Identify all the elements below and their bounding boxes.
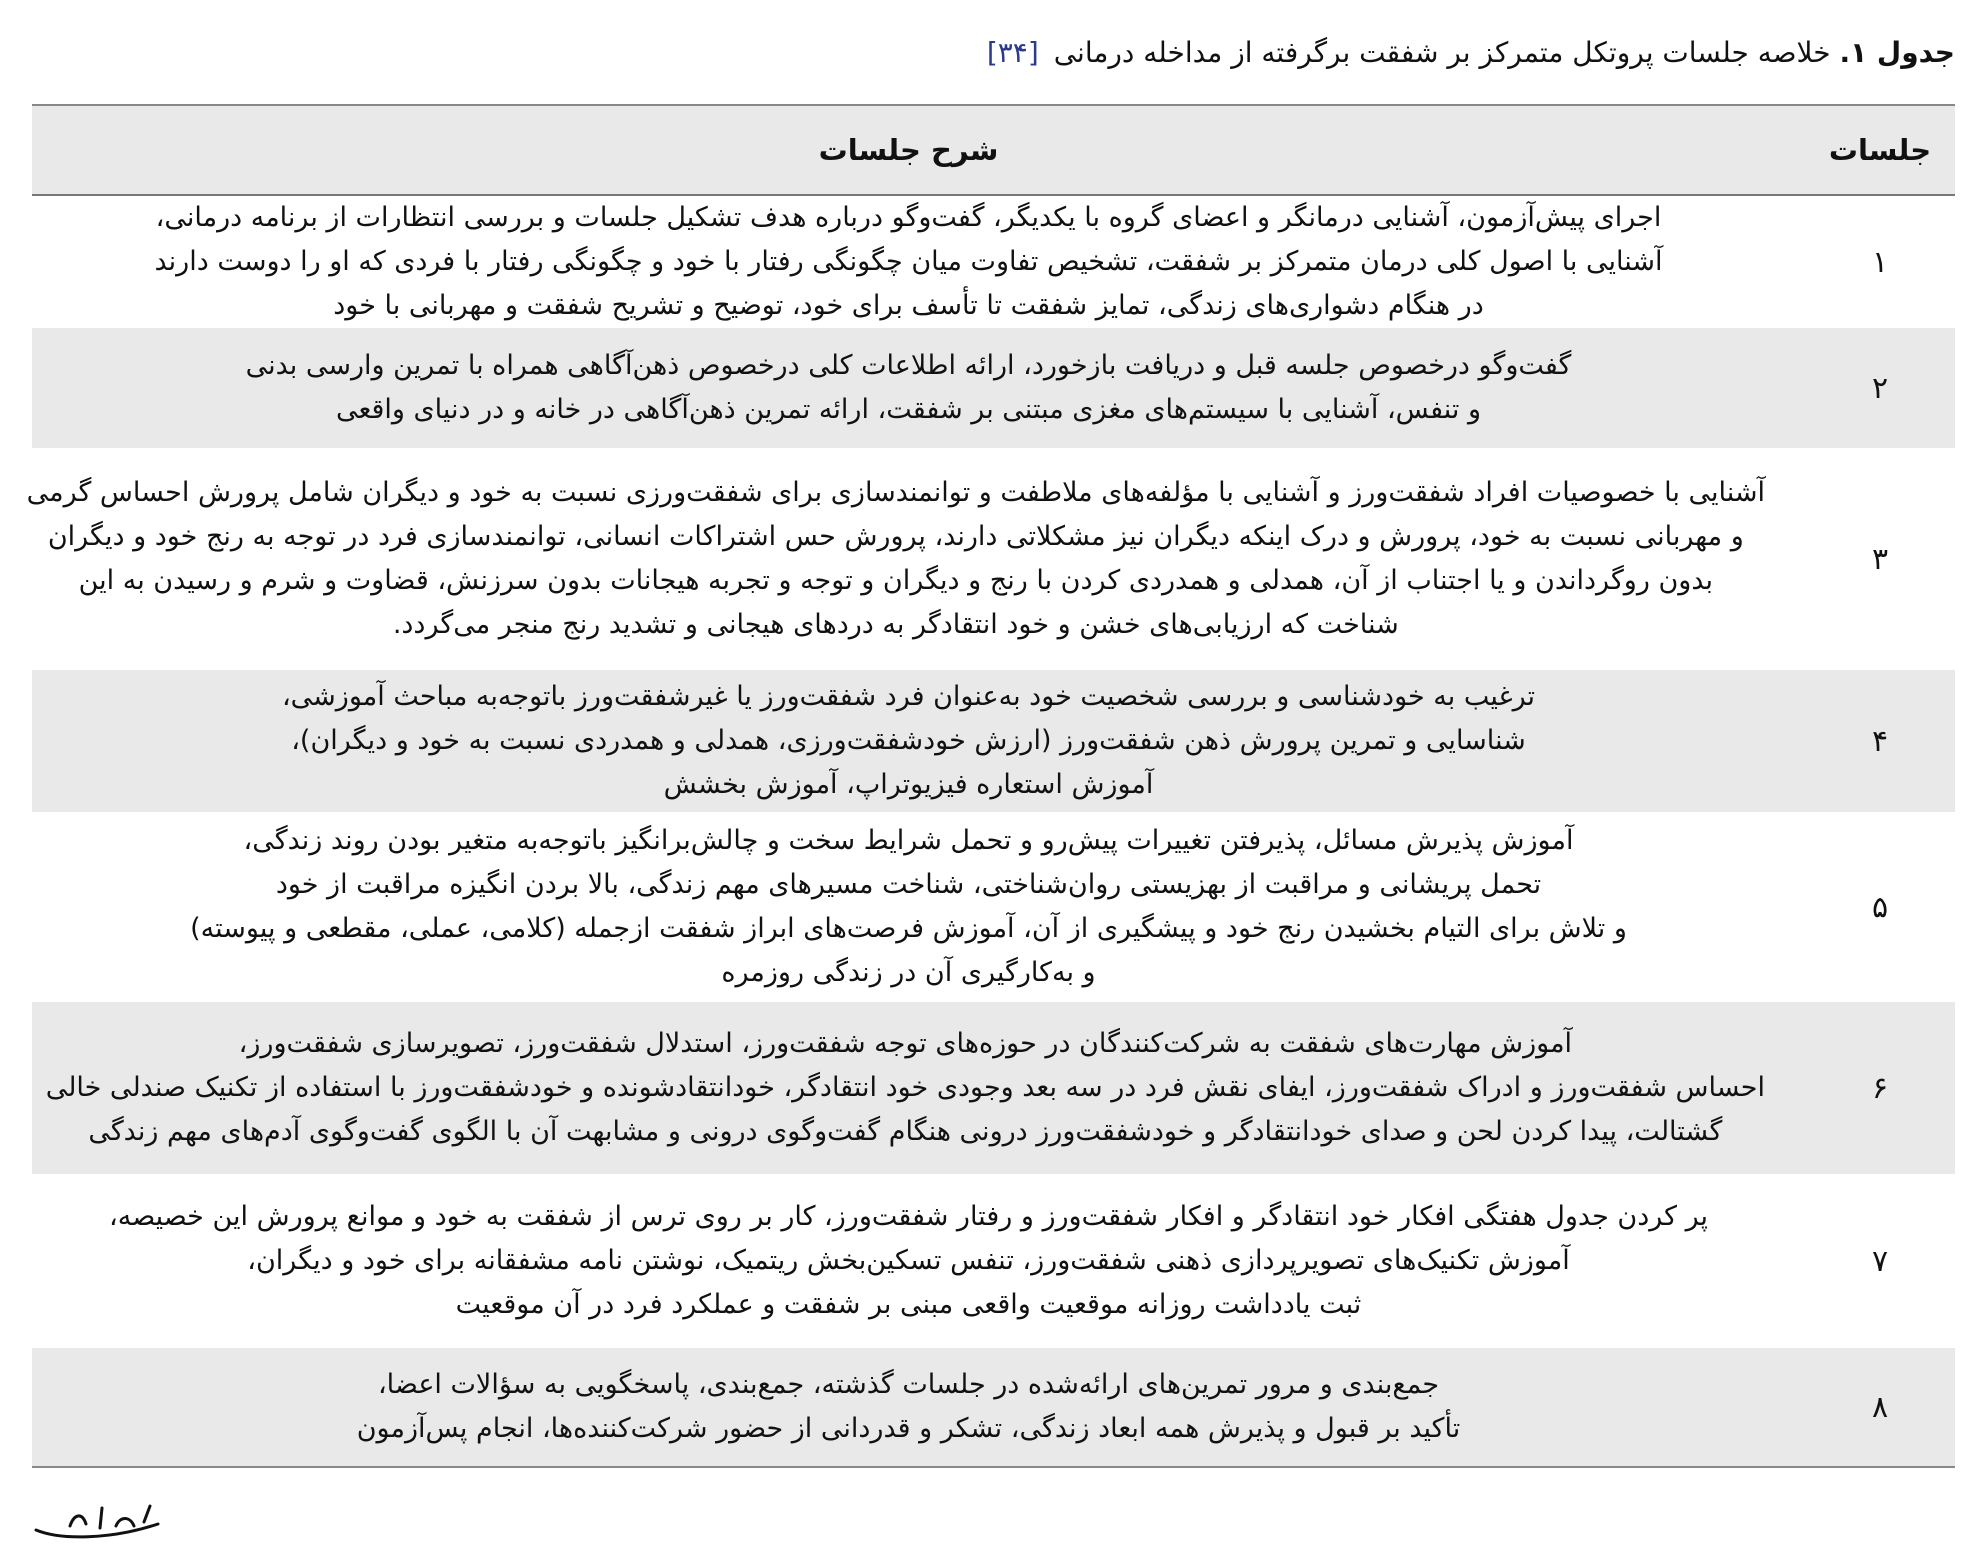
session-number: ۲	[1871, 370, 1889, 406]
session-number: ۷	[1871, 1243, 1889, 1279]
description-line: شناخت که ارزیابی‌های خشن و خود انتقادگر به دردهای هیجانی و تشدید رنج منجر می‌گردد.	[392, 609, 1399, 640]
session-description	[32, 1195, 1805, 1327]
session-description	[7, 471, 1805, 647]
description-line: گفت‌وگو درخصوص جلسه قبل و دریافت بازخورد، ارائه اطلاعات کلی درخصوص ذهن‌آگاهی همراه با تمرین وارسی بدنی	[245, 350, 1572, 381]
description-line: آموزش استعاره فیزیوتراپ، آموزش بخشش	[663, 769, 1154, 800]
description-line: تحمل پریشانی و مراقبت از بهزیستی روان‌شناختی، شناخت مسیرهای مهم زندگی، بالا بردن انگیزه مراقبت از خود	[275, 869, 1542, 900]
table-header-row	[32, 106, 1955, 196]
session-description	[32, 196, 1805, 328]
description-line: در هنگام دشواری‌های زندگی، تمایز شفقت تا تأسف برای خود، توضیح و تشریح شفقت و مهربانی با خود	[333, 290, 1484, 321]
description-line: شناسایی و تمرین پرورش ذهن شفقت‌ورز (ارزش خودشفقت‌ورزی، همدلی و همدردی نسبت به خود و دیگران)،	[291, 725, 1526, 756]
description-line: ترغیب به خودشناسی و بررسی شخصیت خود به‌عنوان فرد شفقت‌ورز یا غیرشفقت‌ورز باتوجه‌به مباحث آموزشی،	[281, 681, 1536, 712]
description-line: آشنایی با خصوصیات افراد شفقت‌ورز و آشنایی با مؤلفه‌های ملاطفت و توانمندسازی برای شفقت‌ورزی نسبت به خود و دیگران شامل پرورش احساس گرمی	[26, 477, 1765, 508]
caption-label: جدول ۱.	[1839, 36, 1955, 69]
description-line: آموزش تکنیک‌های تصویرپردازی ذهنی شفقت‌ورز، تنفس تسکین‌بخش ریتمیک، نوشتن نامه مشفقانه برای خود و دیگران،	[247, 1245, 1570, 1276]
description-line: آشنایی با اصول کلی درمان متمرکز بر شفقت، تشخیص تفاوت میان چگونگی رفتار با خود و چگونگی رفتار با فردی که او را دوست دارند	[154, 246, 1663, 277]
session-description	[32, 675, 1805, 807]
description-line: اجرای پیش‌آزمون، آشنایی درمانگر و اعضای گروه با یکدیگر، گفت‌وگو درباره هدف تشکیل جلسات و بررسی انتظارات از برنامه درمانی،	[155, 202, 1662, 233]
session-description	[32, 344, 1805, 432]
description-line: آموزش پذیرش مسائل، پذیرفتن تغییرات پیش‌رو و تحمل شرایط سخت و چالش‌برانگیز باتوجه‌به متغیر بودن روند زندگی،	[243, 825, 1574, 856]
description-line: و تنفس، آشنایی با سیستم‌های مغزی مبتنی بر شفقت، ارائه تمرین ذهن‌آگاهی در خانه و در دنیای واقعی	[335, 394, 1482, 425]
description-line: آموزش مهارت‌های شفقت به شرکت‌کنندگان در حوزه‌های توجه شفقت‌ورز، استدلال شفقت‌ورز، تصویرسازی شفقت‌ورز،	[238, 1028, 1573, 1059]
salmand-journal-logo-icon	[30, 1500, 170, 1546]
session-number: ۵	[1871, 889, 1889, 925]
table-row	[32, 812, 1955, 1002]
description-line: ثبت یادداشت روزانه موقعیت واقعی مبنی بر شفقت و عملکرد فرد در آن موقعیت	[455, 1289, 1362, 1320]
session-number: ۱	[1871, 244, 1889, 280]
description-line: پر کردن جدول هفتگی افکار خود انتقادگر و افکار شفقت‌ورز و رفتار شفقت‌ورز، کار بر روی ترس از شفقت به خود و موانع پرورش این خصیصه،	[109, 1201, 1708, 1232]
description-line: بدون روگرداندن و یا اجتناب از آن، همدلی و همدردی کردن با رنج و دیگران و توجه و تجربه هیجانات بدون سرزنش، قضاوت و شرم و رسیدن به این	[78, 565, 1714, 596]
table-row	[32, 1002, 1955, 1174]
table-row	[32, 670, 1955, 812]
table-row	[32, 1348, 1955, 1466]
header-sessions: جلسات	[1828, 133, 1932, 167]
table-caption	[987, 30, 1955, 76]
session-number: ۴	[1871, 723, 1889, 759]
table-row	[32, 196, 1955, 328]
description-line: و تلاش برای التیام بخشیدن رنج خود و پیشگیری از آن، آموزش فرصت‌های ابراز شفقت ازجمله (کلامی، عملی، مقطعی و پیوسته)	[190, 913, 1627, 944]
table-row	[32, 328, 1955, 448]
session-description	[26, 1022, 1805, 1154]
description-line: تأکید بر قبول و پذیرش همه ابعاد زندگی، تشکر و قدردانی از حضور شرکت‌کننده‌ها، انجام پس‌آزمون	[356, 1413, 1461, 1444]
description-line: احساس شفقت‌ورز و ادراک شفقت‌ورز، ایفای نقش فرد در سه بعد وجودی خود انتقادگر، خودانتقادشونده و خودشفقت‌ورز با استفاده از تکنیک صندلی خالی	[45, 1072, 1765, 1103]
session-number: ۳	[1871, 541, 1889, 577]
description-line: و به‌کارگیری آن در زندگی روزمره	[721, 957, 1096, 988]
caption-reference-link[interactable]: [۳۴]	[986, 36, 1039, 69]
table-row	[26, 448, 1955, 670]
session-description	[32, 1363, 1805, 1451]
description-line: جمع‌بندی و مرور تمرین‌های ارائه‌شده در جلسات گذشته، جمع‌بندی، پاسخگویی به سؤالات اعضا،	[377, 1369, 1440, 1400]
session-number: ۸	[1871, 1389, 1889, 1425]
description-line: و مهربانی نسبت به خود، پرورش و درک اینکه دیگران نیز مشکلاتی دارند، پرورش حس اشتراکات انسانی، توانمندسازی فرد در توجه به رنج خود و دیگران	[47, 521, 1744, 552]
session-number: ۶	[1871, 1070, 1889, 1106]
table-row	[32, 1174, 1955, 1348]
header-description: شرح جلسات	[818, 133, 999, 167]
sessions-table	[26, 104, 1955, 1468]
description-line: گشتالت، پیدا کردن لحن و صدای خودانتقادگر و خودشفقت‌ورز درونی هنگام گفت‌وگوی درونی و مشابهت آن با الگوی گفت‌وگوی آدم‌های مهم زندگی	[88, 1116, 1723, 1147]
caption-text: خلاصه جلسات پروتکل متمرکز بر شفقت برگرفته از مداخله درمانی	[1053, 36, 1831, 69]
session-description	[32, 819, 1805, 995]
